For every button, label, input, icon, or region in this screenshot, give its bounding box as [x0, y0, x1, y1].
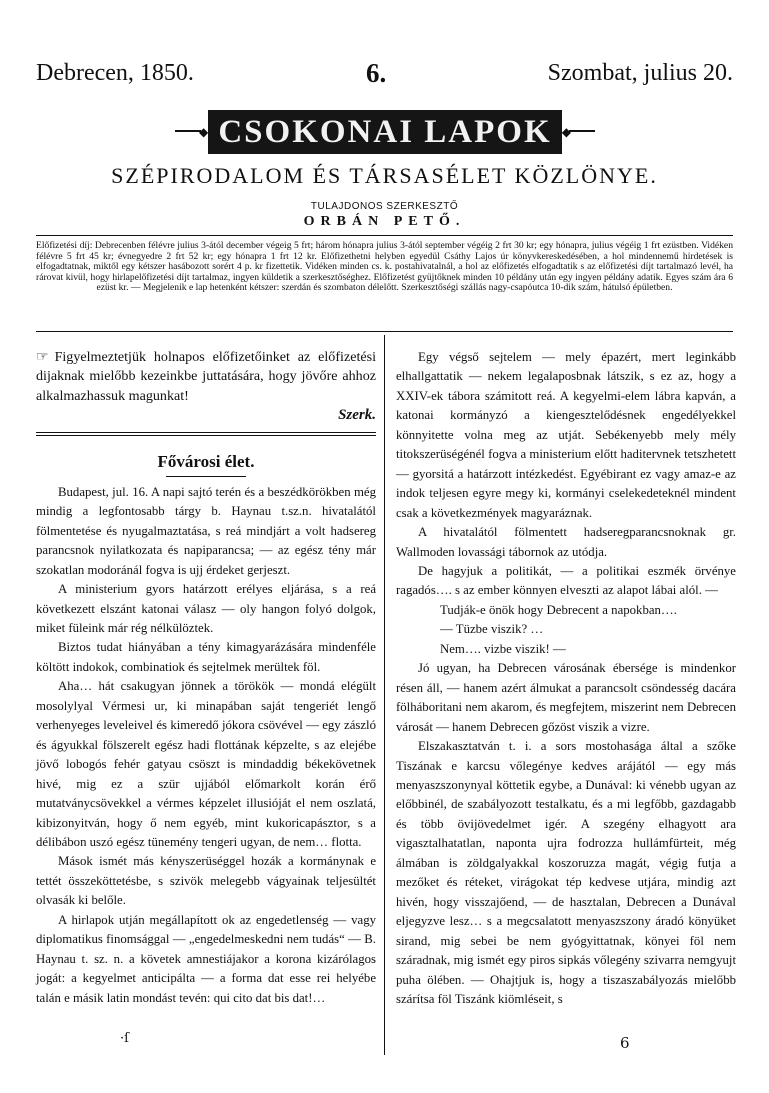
dialogue-line: Tudják-e önök hogy Debrecent a napokban….	[440, 602, 677, 617]
subscription-info: Előfizetési díj: Debrecenben félévre julius 3-ától december végeig 5 frt; három hónapra julius 3-ától september végéig 2 frt 30 kr; egy hónapra, julius végéig 1 frt ezüstben. Vidéken félévre 5 frt 45 kr; évnegyedre 2 frt 52 kr; egy hónapra 1 frt 12 kr. Előfizethetni helyben egyedül Csáthy Lajos úr könyvkereskedésében, a hol mindennemű hirdetések is elfogadtatnak, miktől egy kétszer hasábozott sorért 4 p. kr fizettetik. Vidéken minden cs. k. postahivatalnál, a hol az előfizetés elfogadtatik s az előfizetési díjt tartalmazó levél, ha rárovat kivül, hogy hirlapelőfizetési díjt tartalmaz, ingyen küldetik a szerkesztőséghez. Előfizetést gyüjtőknek minden 10 példány után egy ingyen példány adatik. Egyes szám ára 6 ezüst kr. — Megjelenik e lap hetenként kétszer: szerdán és szombaton délelőtt. Szerkesztőségi szállás nagy-csapóutca 10-dik szám, hátulsó épületben.	[36, 240, 733, 293]
masthead-title: CSOKONAI LAPOK	[218, 113, 552, 150]
masthead-band	[208, 110, 562, 154]
diamond-icon: ◆	[199, 125, 209, 139]
divider	[36, 432, 376, 433]
article-paragraph: Jó ugyan, ha Debrecen városának ébersége is mindenkor résen áll, — hanem azért álmukat a parancsolt csöndesség dacára fölháboritani nem akarom, és megfejtem, miszerint nem Debrecen városát — hanem Debrecen gőzöst viszik a vizre.	[396, 661, 736, 734]
title-underline	[166, 476, 246, 477]
subtitle: SZÉPIRODALOM ÉS TÁRSASÉLET KÖZLÖNYE.	[111, 163, 658, 188]
notice-signature-line	[36, 406, 376, 425]
article-paragraph: Biztos tudat hiányában a tény kimagyarázására mindenféle költött indokok, combinatiok és sejtelmek merültek föl.	[36, 640, 376, 674]
article-paragraph: De hagyjuk a politikát, — a politikai eszmék örvénye ragadós…. s az ember könnyen elveszti az alapot lábai alól. —	[396, 563, 736, 598]
notice-text: Figyelmeztetjük holnapos előfizetőinket az előfizetési dijaknak mielőbb kezeinkbe juttatására, hogy jövőre ahhoz alkalmazhassuk magunkat!	[36, 349, 376, 404]
divider	[36, 235, 733, 236]
article-paragraph: A hirlapok utján megállapított ok az engedetlenség — vagy diplomatikus finomsággal — „engedelmeskedni nem tudás“ — B. Haynau t. sz. n. a követek amnestiájakor a korona kizárólagos jogát: a kegyelmet anticipálta — a forma dat esse rei helyébe talán e másik latin mondást tevén: qui cito dat bis dat!…	[36, 912, 376, 1005]
divider	[36, 331, 733, 332]
divider	[36, 435, 376, 436]
right-column	[396, 348, 736, 1009]
editor-name: ORBÁN PETŐ.	[303, 214, 466, 229]
masthead	[175, 110, 595, 154]
pointing-hand-icon: ☞	[36, 350, 49, 365]
article-paragraph: A hivatalától fölmentett hadseregparancsnoknak gr. Wallmoden lovassági tábornok az utódja.	[396, 525, 736, 559]
article-paragraph: Elszakasztatván t. i. a sors mostohasága által a szőke Tiszának e karcsu vőlegénye kedves arájától — egy más menyaszszonynyal köttetik egybe, a Dunával: ki vénebb ugyan az előbbinél, de szabályozott testalkatu, és a mi legfőbb, gazdagabb és több övijövedelmet igér. A szegény elhagyott ara vigasztalhatatlan, naponta ujra fodrozza hullámfürteit, még álmában is zöldgalyakkal koszoruzza magát, végig futja a mezőket és réteket, virágokat tép kedvese utjára, mindig azt hivén, hogy visszajőend, — de hasztalan, Debrecen a Dunával eljegyzve lesz… s a megcsalatott menyaszszony áradó könyüket sirand, mig sebei be nem gyógyittatnak, könyei föl nem száradnak, mig ismét egy piros sipkás vőlegény szivarra nemgyujt puha ölében. — Ohajtjuk is, hogy a tiszaszabályozás mielőbb szárítsa föl Tiszánk kiömléseit, s	[396, 739, 736, 1006]
article-paragraph: A ministerium gyors határzott erélyes eljárása, s a reá következett elszánt katonai válasz — oly hangon folyó dolgok, miket füleink már rég nélkülöztek.	[36, 582, 376, 635]
page-number: 6	[620, 1034, 630, 1052]
article-paragraph: Budapest, jul. 16. A napi sajtó terén és a beszédkörökben még mindig a legfontosabb tárgy b. Haynau t.sz.n. hivatalától fölmentetése és nyugalmaztatása, s reá mindjárt a volt hadsereg parancsnok nyilatkozata és napiparancsa; — az egész tény már szokatlan modoránál fogva is ujj érdeket gerjeszt.	[36, 484, 376, 577]
date-day: Szombat, julius 20.	[547, 60, 733, 86]
printer-mark: ·ſ	[120, 1031, 129, 1046]
diamond-icon: ◆	[561, 125, 571, 139]
dialogue-line: — Tüzbe viszik? …	[440, 622, 544, 637]
dialogue-line: Nem…. vizbe viszik! —	[440, 641, 566, 656]
left-column	[36, 348, 376, 1008]
editor-label: TULAJDONOS SZERKESZTŐ	[310, 201, 459, 212]
notice-signature: Szerk.	[338, 407, 376, 424]
masthead-rule-left	[175, 130, 201, 132]
date-place: Debrecen, 1850.	[36, 60, 194, 86]
notice-paragraph	[36, 348, 376, 406]
section-title: Fővárosi élet.	[157, 451, 255, 471]
issue-number: 6.	[366, 58, 387, 88]
notice	[36, 348, 376, 426]
masthead-rule-right	[569, 130, 595, 132]
article-paragraph: Aha… hát csakugyan jönnek a törökök — mondá elégült mosolylyal Vérmesi ur, ki minapában saját tengeriét lengő verhenyeges leveleivel és kimeredő jókora csövével — egy zászló és ágyukkal fölszerelt egész hadi flottának képzelte, s az elejébe jövő lobogós fehér gatyau csöszt is mindaddig békekövetnek hivé, mig ez a szür ujjából előmarkolt korán érő mutatványcsövekkel a vérmes képzelet illusióját el nem oszlatá, kibizonyitván, hogy ő nem egyéb, mint kukoricapásztor, s a délibábon uszó egész tünemény tengeri ugyan, de nem… flotta.	[36, 679, 376, 849]
column-divider	[384, 335, 385, 1055]
article-paragraph: Mások ismét más kényszerüséggel hozák a kormánynak e tettét összeköttetésbe, s szivök melegebb vágyainak teljesültét olvasák ki belőle.	[36, 854, 376, 908]
article-paragraph: Egy végső sejtelem — mely épazért, mert leginkább elhallgattatik — nekem legalaposbnak látszik, s ez az, hogy a XXIV-ek tábora számitott reá. A kegyelmi-elem lábra kapván, a katonai kormányzó a kiengesztelődésnek engedélyekkel könnyitette volna meg az utját. Sebékenyebb mely mély titokszerüségénél fogva a ministerium előtt haditervnek tetszhetett — gyorsitá a határzott intézkedést. Egyébirant ez vagy amaz-e az indok teljesen egyre megy ki, kormányi cselekedeteknél mindent csak a következmények magyaráznak.	[396, 350, 736, 520]
